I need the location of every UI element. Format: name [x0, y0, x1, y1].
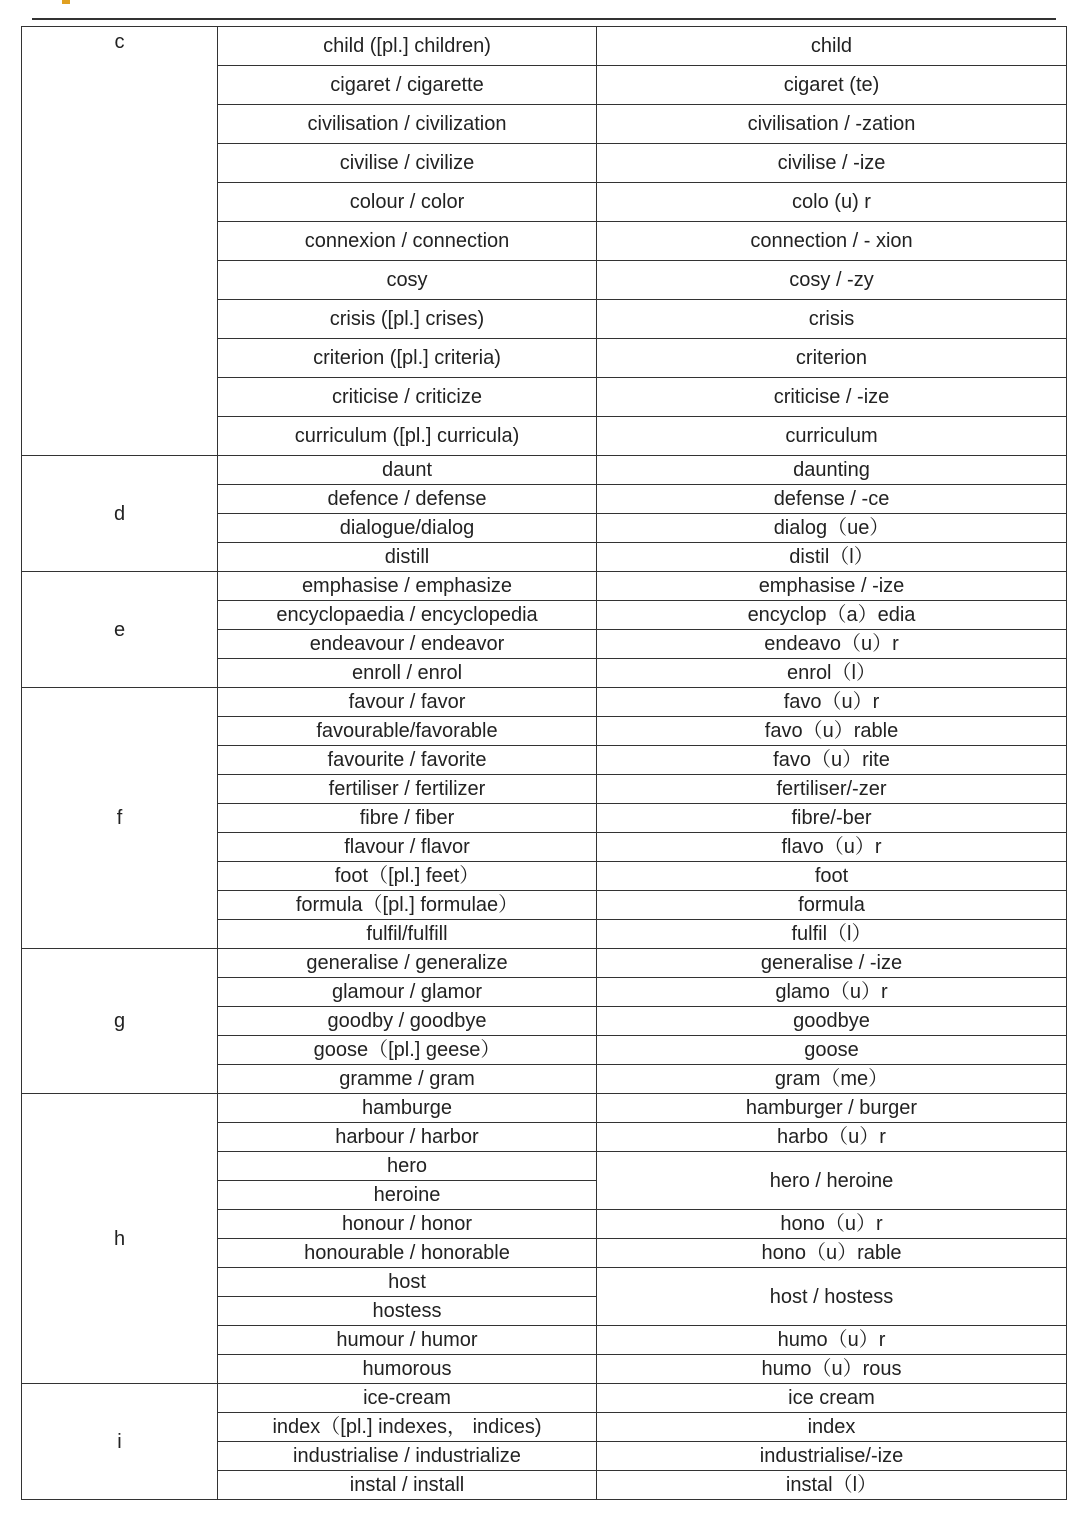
section-letter-d: d — [22, 456, 218, 572]
variant-spellings-cell: favour / favor — [218, 688, 597, 717]
table-row — [22, 572, 1067, 601]
variant-spellings-cell: goodby / goodbye — [218, 1007, 597, 1036]
table-row — [22, 1384, 1067, 1413]
accepted-form-cell: hamburger / burger — [597, 1094, 1067, 1123]
accepted-form-cell: goose — [597, 1036, 1067, 1065]
accepted-form-cell: favo（u）rable — [597, 717, 1067, 746]
variant-spellings-cell: emphasise / emphasize — [218, 572, 597, 601]
accepted-form-cell: index — [597, 1413, 1067, 1442]
accepted-form-cell: colo (u) r — [597, 183, 1067, 222]
variant-spellings-cell: harbour / harbor — [218, 1123, 597, 1152]
accepted-form-cell: fulfil（l） — [597, 920, 1067, 949]
accepted-form-cell: hero / heroine — [597, 1152, 1067, 1210]
variant-spellings-cell: index（[pl.] indexes， indices) — [218, 1413, 597, 1442]
accepted-form-cell: fibre/-ber — [597, 804, 1067, 833]
variant-spellings-cell: fulfil/fulfill — [218, 920, 597, 949]
variant-spellings-cell: child ([pl.] children) — [218, 27, 597, 66]
table-row — [22, 949, 1067, 978]
variant-spellings-cell: host — [218, 1268, 597, 1297]
accepted-form-cell: criterion — [597, 339, 1067, 378]
variant-spellings-cell: ice-cream — [218, 1384, 597, 1413]
accepted-form-cell: dialog（ue） — [597, 514, 1067, 543]
accepted-form-cell: daunting — [597, 456, 1067, 485]
variant-spellings-cell: criticise / criticize — [218, 378, 597, 417]
accepted-form-cell: formula — [597, 891, 1067, 920]
variant-spellings-cell: fibre / fiber — [218, 804, 597, 833]
variant-spellings-cell: fertiliser / fertilizer — [218, 775, 597, 804]
accepted-form-cell: criticise / -ize — [597, 378, 1067, 417]
accepted-form-cell: defense / -ce — [597, 485, 1067, 514]
variant-spellings-cell: favourable/favorable — [218, 717, 597, 746]
accepted-form-cell: cigaret (te) — [597, 66, 1067, 105]
accepted-form-cell: industrialise/-ize — [597, 1442, 1067, 1471]
accepted-form-cell: endeavo（u）r — [597, 630, 1067, 659]
accepted-form-cell: emphasise / -ize — [597, 572, 1067, 601]
variant-spellings-cell: endeavour / endeavor — [218, 630, 597, 659]
header-rule — [32, 18, 1056, 20]
accepted-form-cell: crisis — [597, 300, 1067, 339]
variant-spellings-cell: honourable / honorable — [218, 1239, 597, 1268]
variant-spellings-cell: humour / humor — [218, 1326, 597, 1355]
accepted-form-cell: hono（u）rable — [597, 1239, 1067, 1268]
variant-spellings-cell: criterion ([pl.] criteria) — [218, 339, 597, 378]
variant-spellings-cell: cosy — [218, 261, 597, 300]
logo-mark — [62, 0, 70, 4]
accepted-form-cell: fertiliser/-zer — [597, 775, 1067, 804]
variant-spellings-cell: defence / defense — [218, 485, 597, 514]
accepted-form-cell: instal（l） — [597, 1471, 1067, 1500]
variant-spellings-cell: gramme / gram — [218, 1065, 597, 1094]
variant-spellings-cell: foot（[pl.] feet） — [218, 862, 597, 891]
variant-spellings-cell: favourite / favorite — [218, 746, 597, 775]
accepted-form-cell: child — [597, 27, 1067, 66]
accepted-form-cell: humo（u）r — [597, 1326, 1067, 1355]
variant-spellings-cell: daunt — [218, 456, 597, 485]
accepted-form-cell: flavo（u）r — [597, 833, 1067, 862]
section-letter-g: g — [22, 949, 218, 1094]
variant-spellings-cell: connexion / connection — [218, 222, 597, 261]
variant-spellings-cell: hostess — [218, 1297, 597, 1326]
accepted-form-cell: connection / - xion — [597, 222, 1067, 261]
accepted-form-cell: hono（u）r — [597, 1210, 1067, 1239]
accepted-form-cell: favo（u）r — [597, 688, 1067, 717]
variant-spellings-cell: hero — [218, 1152, 597, 1181]
variant-spellings-cell: cigaret / cigarette — [218, 66, 597, 105]
variant-spellings-cell: formula（[pl.] formulae） — [218, 891, 597, 920]
accepted-form-cell: encyclop（a）edia — [597, 601, 1067, 630]
accepted-form-cell: enrol（l） — [597, 659, 1067, 688]
variant-spellings-cell: crisis ([pl.] crises) — [218, 300, 597, 339]
section-letter-i: i — [22, 1384, 218, 1500]
variant-spellings-cell: goose（[pl.] geese） — [218, 1036, 597, 1065]
section-letter-e: e — [22, 572, 218, 688]
table-row — [22, 27, 1067, 66]
variant-spellings-cell: honour / honor — [218, 1210, 597, 1239]
variant-spellings-cell: instal / install — [218, 1471, 597, 1500]
variant-spellings-cell: encyclopaedia / encyclopedia — [218, 601, 597, 630]
variant-spellings-cell: colour / color — [218, 183, 597, 222]
publisher-logo — [62, 0, 122, 5]
variant-spellings-cell: glamour / glamor — [218, 978, 597, 1007]
accepted-form-cell: foot — [597, 862, 1067, 891]
variant-spellings-cell: civilise / civilize — [218, 144, 597, 183]
accepted-form-cell: glamo（u）r — [597, 978, 1067, 1007]
accepted-form-cell: cosy / -zy — [597, 261, 1067, 300]
accepted-form-cell: gram（me） — [597, 1065, 1067, 1094]
variant-spellings-cell: industrialise / industrialize — [218, 1442, 597, 1471]
accepted-form-cell: distil（l） — [597, 543, 1067, 572]
accepted-form-cell: favo（u）rite — [597, 746, 1067, 775]
accepted-form-cell: goodbye — [597, 1007, 1067, 1036]
variant-spellings-cell: humorous — [218, 1355, 597, 1384]
accepted-form-cell: civilisation / -zation — [597, 105, 1067, 144]
variant-spellings-cell: distill — [218, 543, 597, 572]
accepted-form-cell: civilise / -ize — [597, 144, 1067, 183]
table-row — [22, 688, 1067, 717]
variant-spellings-cell: generalise / generalize — [218, 949, 597, 978]
section-letter-h: h — [22, 1094, 218, 1384]
accepted-form-cell: humo（u）rous — [597, 1355, 1067, 1384]
accepted-form-cell: curriculum — [597, 417, 1067, 456]
variant-spellings-cell: heroine — [218, 1181, 597, 1210]
variant-spellings-cell: flavour / flavor — [218, 833, 597, 862]
accepted-form-cell: harbo（u）r — [597, 1123, 1067, 1152]
accepted-form-cell: host / hostess — [597, 1268, 1067, 1326]
spelling-variants-table — [21, 26, 1067, 1500]
variant-spellings-cell: enroll / enrol — [218, 659, 597, 688]
section-letter-c: c — [22, 27, 218, 456]
variant-spellings-cell: civilisation / civilization — [218, 105, 597, 144]
variant-spellings-cell: curriculum ([pl.] curricula) — [218, 417, 597, 456]
accepted-form-cell: generalise / -ize — [597, 949, 1067, 978]
accepted-form-cell: ice cream — [597, 1384, 1067, 1413]
table-body — [22, 27, 1067, 1500]
table-row — [22, 456, 1067, 485]
table-row — [22, 1094, 1067, 1123]
variant-spellings-cell: dialogue/dialog — [218, 514, 597, 543]
section-letter-f: f — [22, 688, 218, 949]
variant-spellings-cell: hamburge — [218, 1094, 597, 1123]
